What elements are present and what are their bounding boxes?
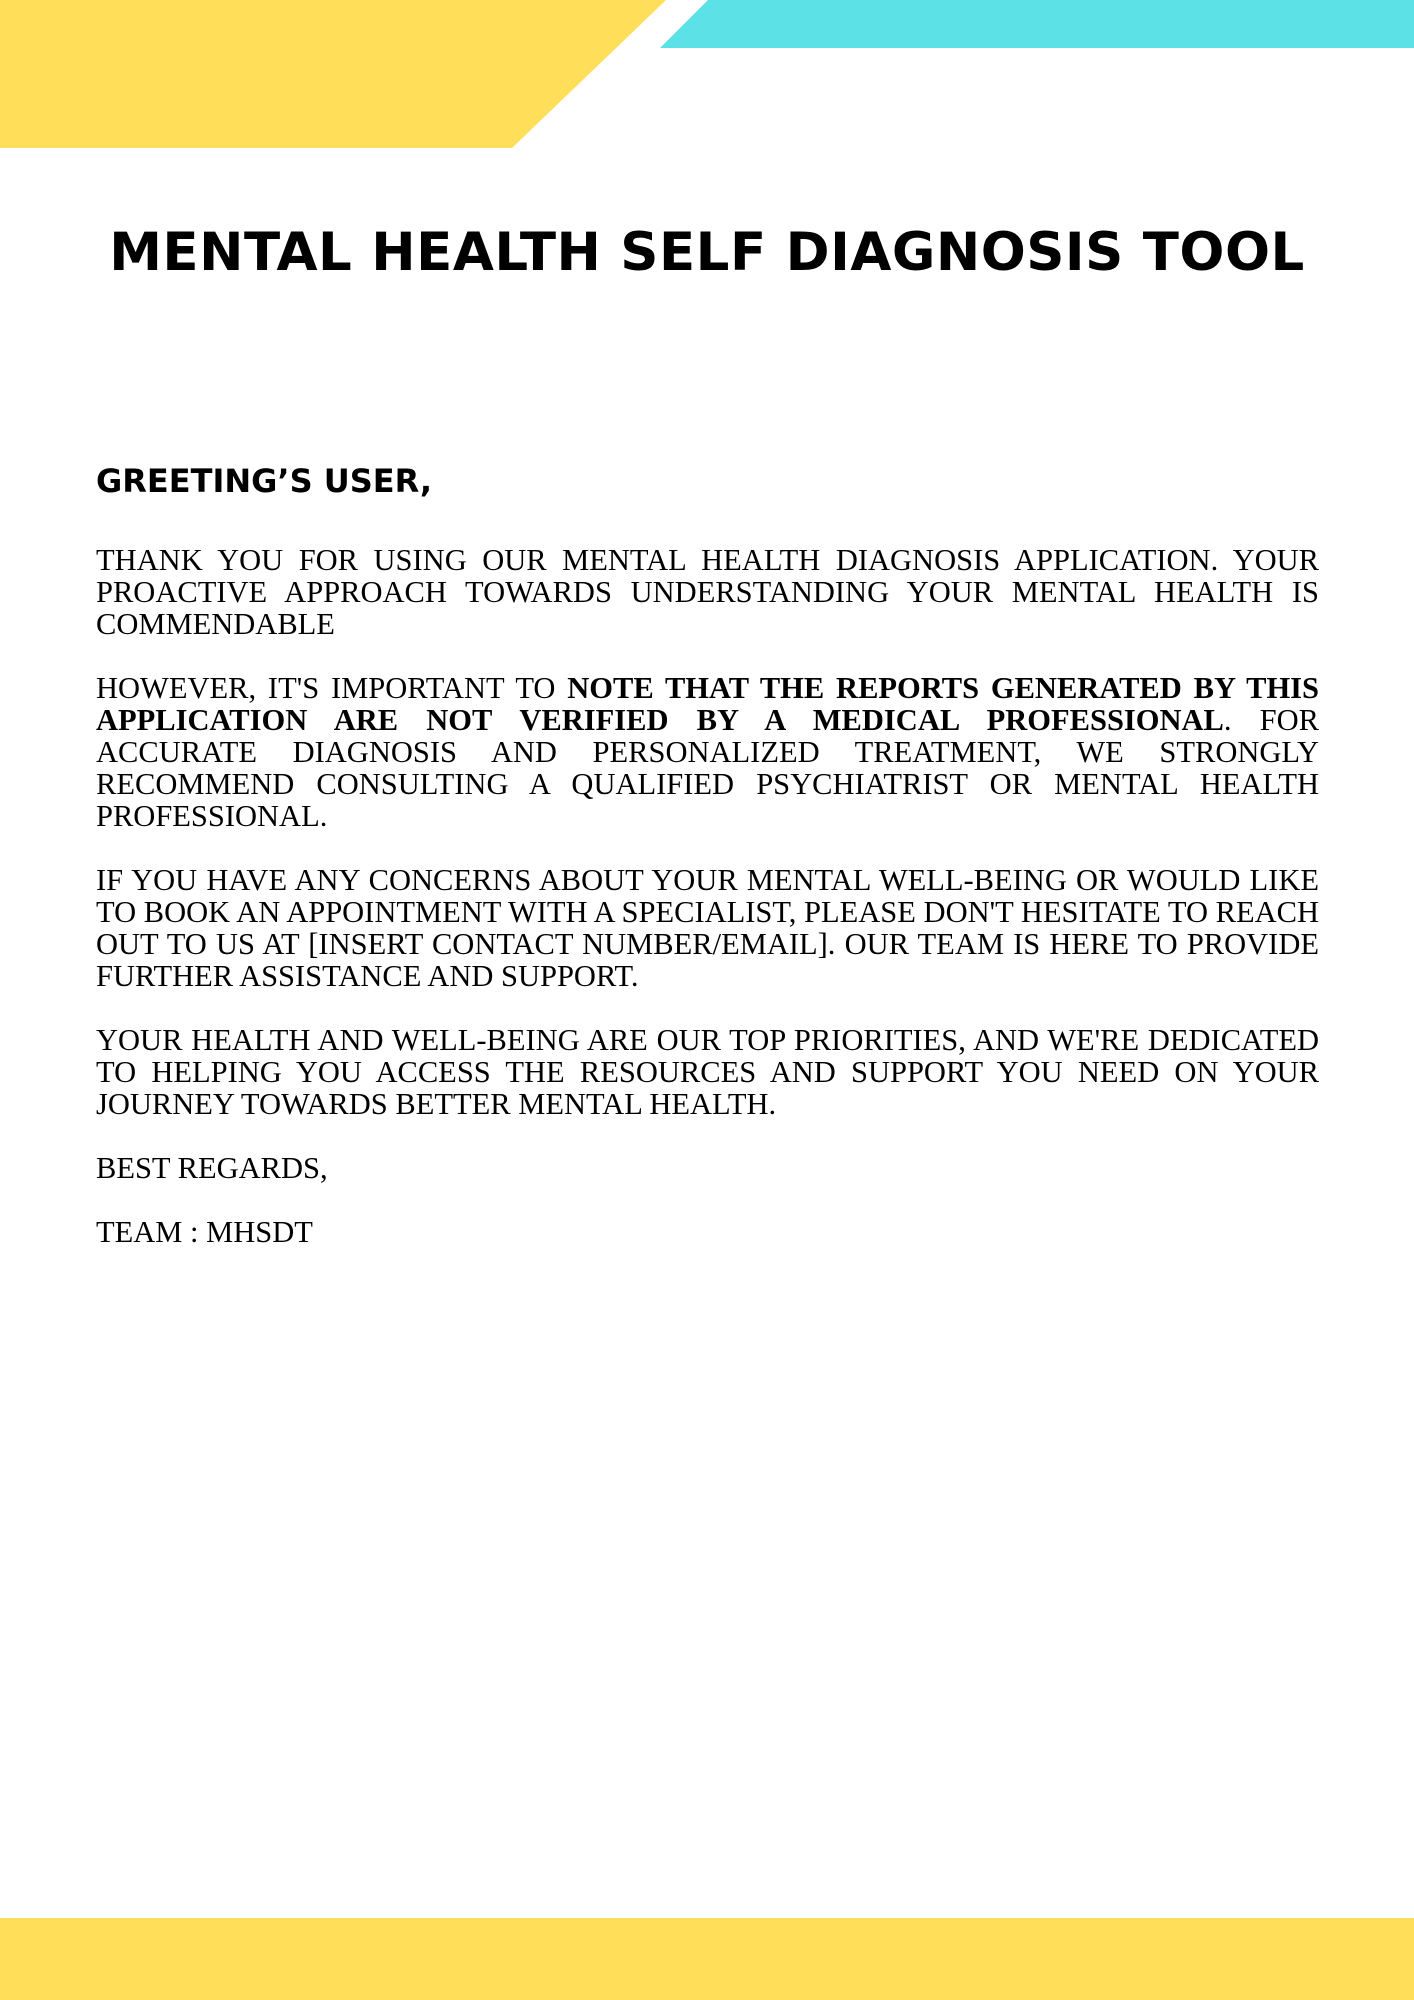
letter-body <box>96 544 1319 1280</box>
greeting-heading: GREETING’S USER, <box>96 462 433 500</box>
page-title: MENTAL HEALTH SELF DIAGNOSIS TOOL <box>109 222 1305 283</box>
paragraph-disclaimer <box>96 672 1319 832</box>
paragraph-contact: IF YOU HAVE ANY CONCERNS ABOUT YOUR MENTAL WELL-BEING OR WOULD LIKE TO BOOK AN APPOINTMENT WITH A SPECIALIST, PLEASE DON'T HESITATE TO REACH OUT TO US AT [INSERT CONTACT NUMBER/EMAIL]. OUR TEAM IS HERE TO PROVIDE FURTHER ASSISTANCE AND SUPPORT. <box>96 863 1319 993</box>
signature-line: TEAM : MHSDT <box>96 1215 313 1249</box>
bottom-band <box>0 1918 1414 2000</box>
closing-line: BEST REGARDS, <box>96 1151 328 1185</box>
disclaimer-intro: HOWEVER, IT'S IMPORTANT TO <box>96 671 568 705</box>
paragraph-priorities: YOUR HEALTH AND WELL-BEING ARE OUR TOP PRIORITIES, AND WE'RE DEDICATED TO HELPING YOU ACCESS THE RESOURCES AND SUPPORT YOU NEED ON YOUR JOURNEY TOWARDS BETTER MENTAL HEALTH. <box>96 1023 1319 1121</box>
disclaimer-outro: . FOR ACCURATE DIAGNOSIS AND PERSONALIZED TREATMENT, WE STRONGLY RECOMMEND CONSULTING A QUALIFIED PSYCHIATRIST OR MENTAL HEALTH PROFESSIONAL. <box>96 703 1319 833</box>
paragraph-thanks: THANK YOU FOR USING OUR MENTAL HEALTH DIAGNOSIS APPLICATION. YOUR PROACTIVE APPROACH TOWARDS UNDERSTANDING YOUR MENTAL HEALTH IS COMMENDABLE <box>96 543 1319 641</box>
top-decoration <box>0 0 1414 150</box>
yellow-corner-shape <box>0 0 666 148</box>
disclaimer-emphasis: NOTE THAT THE REPORTS GENERATED BY THIS APPLICATION ARE NOT VERIFIED BY A MEDICAL PROFESSIONAL <box>96 671 1319 737</box>
cyan-corner-shape <box>660 0 1414 48</box>
